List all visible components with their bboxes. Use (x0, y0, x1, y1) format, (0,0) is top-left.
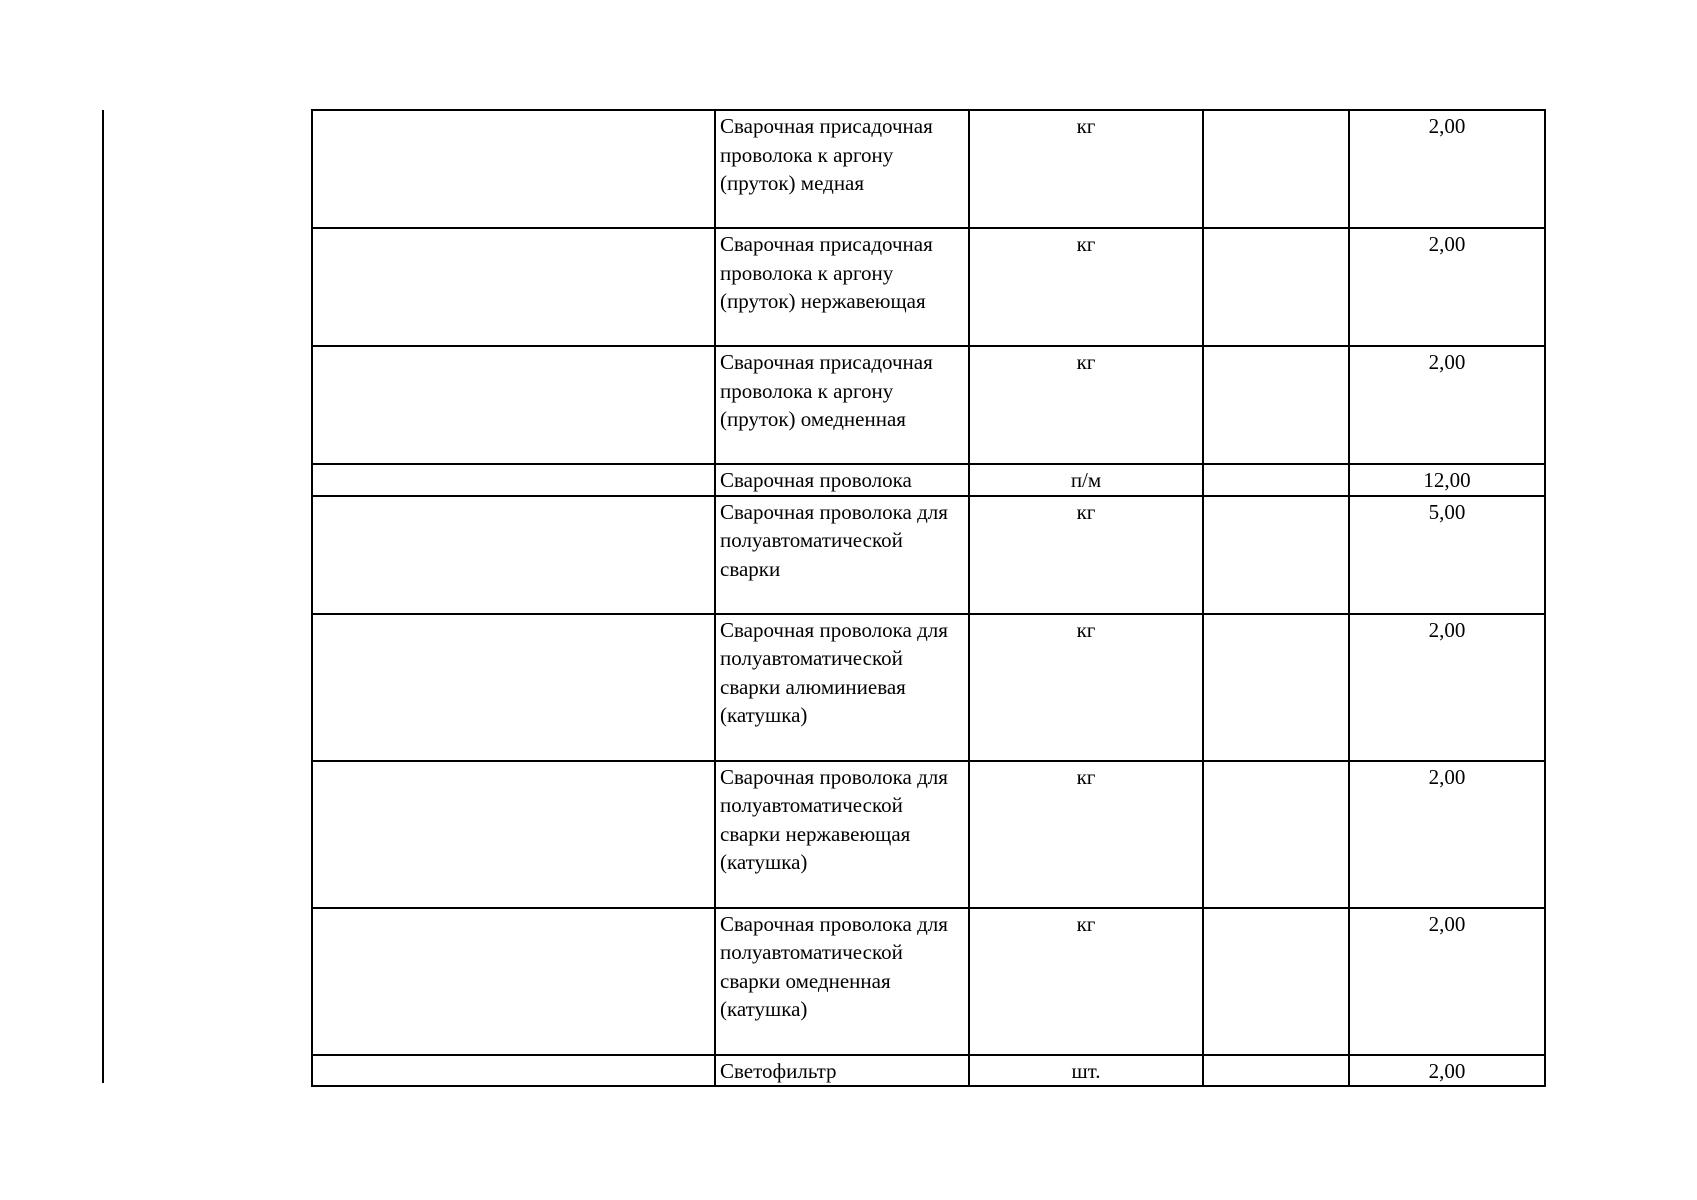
cell-empty (1203, 1055, 1349, 1087)
cell-unit: кг (969, 908, 1203, 1055)
cell-empty (312, 228, 715, 346)
cell-item-name: Светофильтр (715, 1055, 969, 1087)
cell-empty (312, 496, 715, 614)
table-row (312, 614, 1545, 761)
table-row (312, 346, 1545, 464)
cell-item-name: Сварочная проволока (715, 464, 969, 496)
cell-unit: кг (969, 761, 1203, 908)
cell-empty (1203, 346, 1349, 464)
cell-empty (312, 1055, 715, 1087)
table-row (312, 908, 1545, 1055)
cell-quantity: 2,00 (1349, 346, 1545, 464)
table-row (312, 228, 1545, 346)
cell-empty (1203, 464, 1349, 496)
cell-quantity: 2,00 (1349, 761, 1545, 908)
cell-quantity: 2,00 (1349, 110, 1545, 228)
cell-empty (1203, 228, 1349, 346)
cell-item-name: Сварочная присадочная проволока к аргону (пруток) омедненная (715, 346, 969, 464)
cell-empty (1203, 614, 1349, 761)
cell-item-name: Сварочная проволока для полуавтоматической сварки алюминиевая (катушка) (715, 614, 969, 761)
cell-item-name: Сварочная присадочная проволока к аргону (пруток) медная (715, 110, 969, 228)
table-row (312, 496, 1545, 614)
table-row (312, 761, 1545, 908)
cell-unit: кг (969, 228, 1203, 346)
cell-empty (1203, 110, 1349, 228)
cell-item-name: Сварочная проволока для полуавтоматической сварки омедненная (катушка) (715, 908, 969, 1055)
cell-unit: кг (969, 110, 1203, 228)
cell-quantity: 5,00 (1349, 496, 1545, 614)
cell-empty (1203, 908, 1349, 1055)
cell-quantity: 2,00 (1349, 908, 1545, 1055)
cell-empty (312, 908, 715, 1055)
cell-unit: кг (969, 614, 1203, 761)
cell-empty (312, 110, 715, 228)
cell-unit: шт. (969, 1055, 1203, 1087)
cell-item-name: Сварочная проволока для полуавтоматической сварки нержавеющая (катушка) (715, 761, 969, 908)
cell-empty (312, 614, 715, 761)
cell-empty (312, 346, 715, 464)
cell-quantity: 2,00 (1349, 1055, 1545, 1087)
goods-table (311, 109, 1546, 1087)
page-margin-line (102, 110, 104, 1083)
table-row (312, 110, 1545, 228)
cell-empty (1203, 761, 1349, 908)
table-row (312, 1055, 1545, 1087)
table-row (312, 464, 1545, 496)
cell-item-name: Сварочная проволока для полуавтоматической сварки (715, 496, 969, 614)
cell-quantity: 2,00 (1349, 228, 1545, 346)
cell-empty (312, 464, 715, 496)
cell-unit: п/м (969, 464, 1203, 496)
cell-unit: кг (969, 346, 1203, 464)
cell-empty (1203, 496, 1349, 614)
cell-unit: кг (969, 496, 1203, 614)
cell-quantity: 12,00 (1349, 464, 1545, 496)
cell-item-name: Сварочная присадочная проволока к аргону (пруток) нержавеющая (715, 228, 969, 346)
cell-quantity: 2,00 (1349, 614, 1545, 761)
cell-empty (312, 761, 715, 908)
